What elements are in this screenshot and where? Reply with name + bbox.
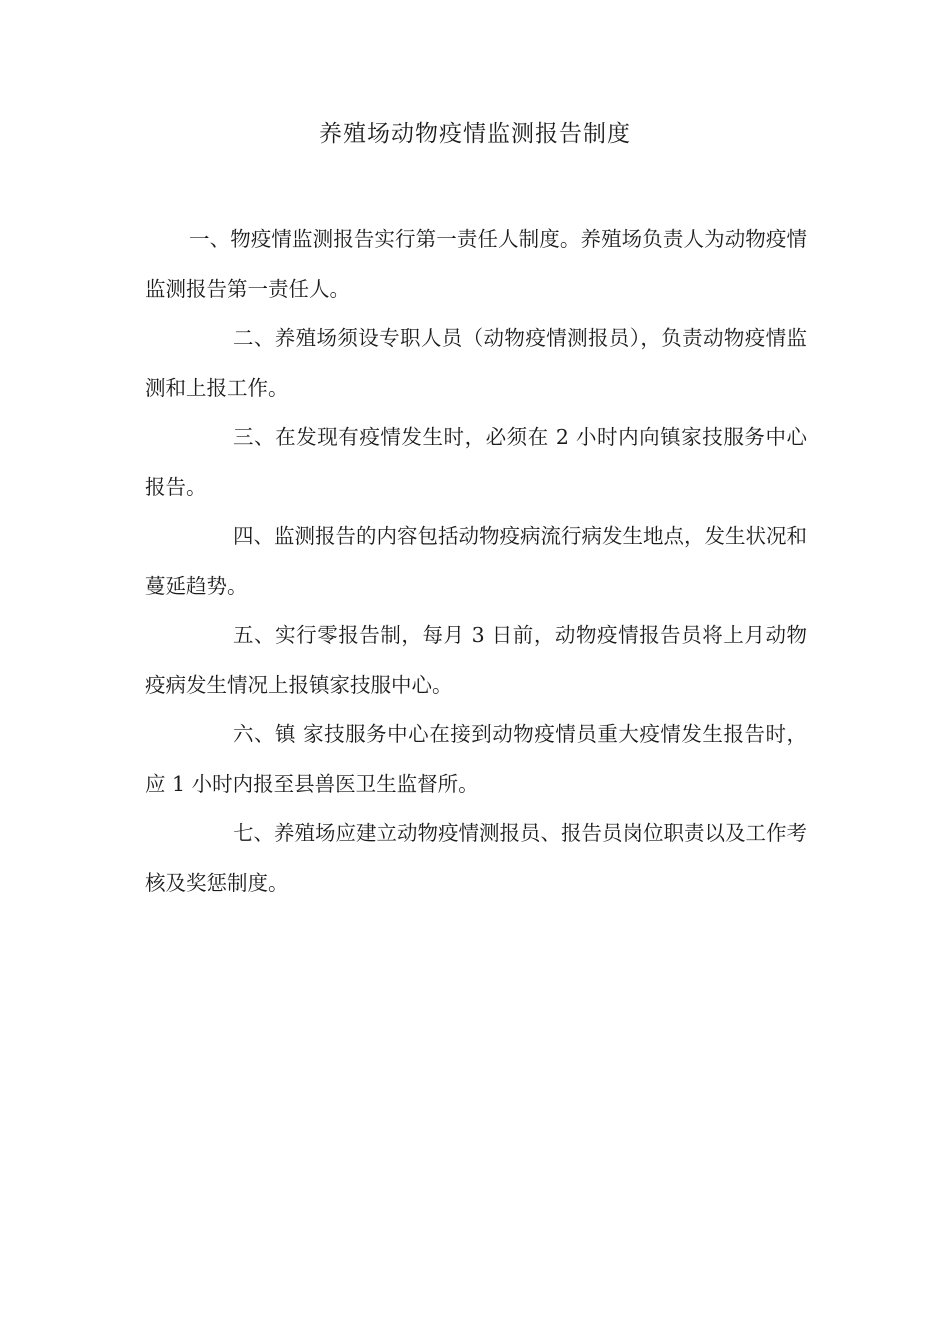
paragraph-5: 五、实行零报告制，每月 3 日前，动物疫情报告员将上月动物疫病发生情况上报镇家技服中心。 <box>145 623 807 697</box>
document-title: 养殖场动物疫情监测报告制度 <box>319 121 631 147</box>
paragraph-3: 三、在发现有疫情发生时，必须在 2 小时内向镇家技服务中心报告。 <box>145 425 807 499</box>
paragraph-2: 二、养殖场须设专职人员（动物疫情测报员），负责动物疫情监测和上报工作。 <box>145 326 807 400</box>
paragraph-7: 七、养殖场应建立动物疫情测报员、报告员岗位职责以及工作考核及奖惩制度。 <box>145 821 807 895</box>
paragraph-4: 四、监测报告的内容包括动物疫病流行病发生地点，发生状况和蔓延趋势。 <box>145 524 807 598</box>
paragraph-1: 一、物疫情监测报告实行第一责任人制度。养殖场负责人为动物疫情监测报告第一责任人。 <box>145 227 807 301</box>
document-body <box>145 215 807 908</box>
paragraph-6: 六、镇 家技服务中心在接到动物疫情员重大疫情发生报告时，应 1 小时内报至县兽医卫生监督所。 <box>145 722 807 796</box>
